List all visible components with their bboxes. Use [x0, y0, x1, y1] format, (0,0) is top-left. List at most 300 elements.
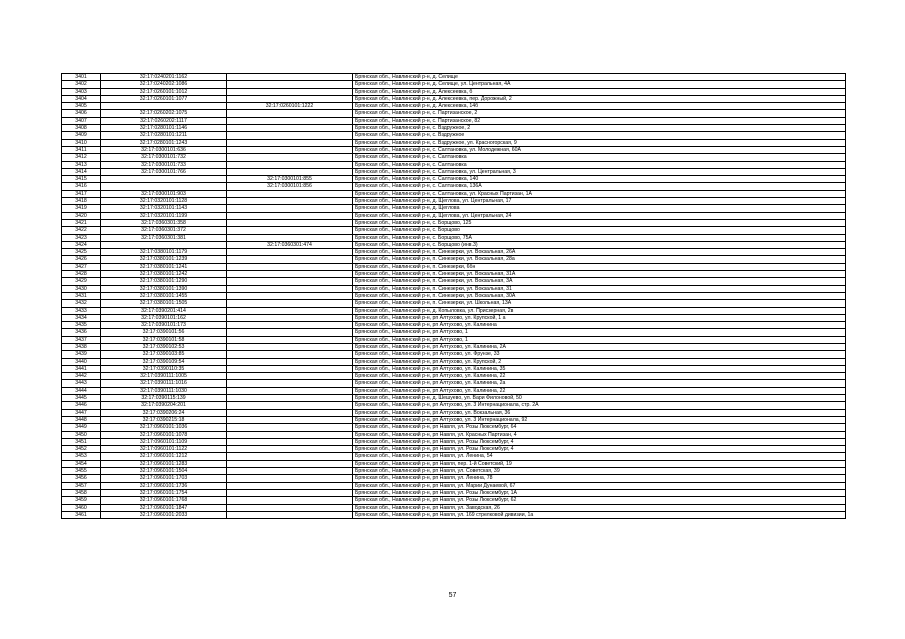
page-number: 57 — [448, 592, 457, 599]
cadastral-number-cell: 32:17:0390101:58 — [101, 336, 227, 343]
table-row — [62, 205, 846, 212]
address-cell: Брянская обл., Навлинский р-н, рп Навля, ул. Розы Люксембург, 4 — [353, 446, 846, 453]
address-cell: Брянская обл., Навлинский р-н, п. Синезерки, ул. Вокзальная, 28а — [353, 256, 846, 263]
cadastral-number-alt-cell — [227, 95, 353, 102]
cadastral-number-alt-cell — [227, 249, 353, 256]
row-number-cell: 3419 — [62, 205, 101, 212]
address-cell: Брянская обл., Навлинский р-н, рп Навля, ул. Розы Люксембург, 1А — [353, 489, 846, 496]
row-number-cell: 3409 — [62, 132, 101, 139]
cadastral-number-alt-cell — [227, 161, 353, 168]
cadastral-number-cell: 32:17:0390102:53 — [101, 343, 227, 350]
cadastral-number-cell: 32:17:0390101:173 — [101, 322, 227, 329]
address-cell: Брянская обл., Навлинский р-н, д. Шешуево, ул. Вари Филоновой, 50 — [353, 395, 846, 402]
address-cell: Брянская обл., Навлинский р-н, рп Навля, ул. Советская, 39 — [353, 468, 846, 475]
row-number-cell: 3408 — [62, 125, 101, 132]
table-row — [62, 468, 846, 475]
table-row — [62, 329, 846, 336]
row-number-cell: 3455 — [62, 468, 101, 475]
address-cell: Брянская обл., Навлинский р-н, п. Синезерки, ул. Вокзальная, 31 — [353, 285, 846, 292]
table-row — [62, 285, 846, 292]
row-number-cell: 3439 — [62, 351, 101, 358]
cadastral-number-alt-cell — [227, 300, 353, 307]
table-row — [62, 504, 846, 511]
address-cell: Брянская обл., Навлинский р-н, рп Алтухово, ул. Калинина, 22 — [353, 387, 846, 394]
cadastral-number-cell: 32:17:0390115:139 — [101, 395, 227, 402]
cadastral-number-cell: 32:17:0260202:1117 — [101, 117, 227, 124]
address-cell: Брянская обл., Навлинский р-н, д. Алексеевка, пер. Дорожный, 2 — [353, 95, 846, 102]
row-number-cell: 3451 — [62, 438, 101, 445]
table-row — [62, 117, 846, 124]
table-row — [62, 154, 846, 161]
table-row — [62, 263, 846, 270]
table-row — [62, 74, 846, 81]
row-number-cell: 3452 — [62, 446, 101, 453]
row-number-cell: 3461 — [62, 511, 101, 518]
table-row — [62, 125, 846, 132]
table-row — [62, 409, 846, 416]
row-number-cell: 3432 — [62, 300, 101, 307]
row-number-cell: 3416 — [62, 183, 101, 190]
cadastral-number-alt-cell — [227, 336, 353, 343]
cadastral-number-cell: 32:17:0390201:414 — [101, 307, 227, 314]
cadastral-number-alt-cell — [227, 322, 353, 329]
cadastral-number-alt-cell — [227, 227, 353, 234]
cadastral-number-cell — [101, 103, 227, 110]
cadastral-number-alt-cell — [227, 146, 353, 153]
row-number-cell: 3413 — [62, 161, 101, 168]
address-cell: Брянская обл., Навлинский р-н, д. Селище, ул. Центральная, 4А — [353, 81, 846, 88]
cadastral-number-cell: 32:17:0390101:56 — [101, 329, 227, 336]
address-cell: Брянская обл., Навлинский р-н, рп Алтухово, ул. Калинина, 22 — [353, 373, 846, 380]
cadastral-number-alt-cell — [227, 117, 353, 124]
document-page — [61, 73, 846, 519]
row-number-cell: 3433 — [62, 307, 101, 314]
cadastral-number-alt-cell — [227, 416, 353, 423]
address-cell: Брянская обл., Навлинский р-н, рп Навля, ул. Розы Люксембург, 64 — [353, 424, 846, 431]
table-row — [62, 497, 846, 504]
table-row — [62, 103, 846, 110]
row-number-cell: 3435 — [62, 322, 101, 329]
cadastral-number-alt-cell — [227, 205, 353, 212]
row-number-cell: 3405 — [62, 103, 101, 110]
address-cell: Брянская обл., Навлинский р-н, рп Навля, ул. Красных Партизан, 4 — [353, 431, 846, 438]
table-row — [62, 176, 846, 183]
row-number-cell: 3444 — [62, 387, 101, 394]
cadastral-number-alt-cell — [227, 365, 353, 372]
row-number-cell: 3427 — [62, 263, 101, 270]
row-number-cell: 3424 — [62, 241, 101, 248]
row-number-cell: 3454 — [62, 460, 101, 467]
cadastral-number-alt-cell — [227, 489, 353, 496]
cadastral-number-alt-cell — [227, 468, 353, 475]
table-row — [62, 95, 846, 102]
cadastral-number-cell: 32:17:0960101:1212 — [101, 453, 227, 460]
cadastral-number-alt-cell — [227, 482, 353, 489]
cadastral-number-cell: 32:17:0380101:1241 — [101, 263, 227, 270]
table-row — [62, 336, 846, 343]
address-cell: Брянская обл., Навлинский р-н, п. Синезерки, ул. Школьная, 13А — [353, 300, 846, 307]
row-number-cell: 3438 — [62, 343, 101, 350]
table-row — [62, 511, 846, 518]
table-row — [62, 416, 846, 423]
address-cell: Брянская обл., Навлинский р-н, рп Алтухово, ул. Крупской, 1 а — [353, 314, 846, 321]
cadastral-number-alt-cell — [227, 125, 353, 132]
cadastral-number-cell: 32:17:0380101:1290 — [101, 278, 227, 285]
cadastral-number-alt-cell — [227, 504, 353, 511]
cadastral-number-alt-cell — [227, 329, 353, 336]
cadastral-number-alt-cell — [227, 198, 353, 205]
address-cell: Брянская обл., Навлинский р-н, с. Партизанское, 2 — [353, 110, 846, 117]
table-row — [62, 132, 846, 139]
table-row — [62, 358, 846, 365]
cadastral-number-cell: 32:17:0380101:1239 — [101, 256, 227, 263]
row-number-cell: 3406 — [62, 110, 101, 117]
cadastral-number-alt-cell — [227, 497, 353, 504]
cadastral-number-cell: 32:17:0320101:1128 — [101, 198, 227, 205]
address-cell: Брянская обл., Навлинский р-н, с. Салтановка, 140 — [353, 176, 846, 183]
table-row — [62, 373, 846, 380]
table-row — [62, 88, 846, 95]
table-row — [62, 438, 846, 445]
table-row — [62, 161, 846, 168]
address-cell: Брянская обл., Навлинский р-н, с. Салтановка, ул. Центральная, 3 — [353, 168, 846, 175]
row-number-cell: 3403 — [62, 88, 101, 95]
table-body — [62, 74, 846, 519]
cadastral-number-alt-cell — [227, 285, 353, 292]
table-row — [62, 292, 846, 299]
cadastral-number-cell: 32:17:0960101:1109 — [101, 438, 227, 445]
cadastral-number-cell: 32:17:0390111:1030 — [101, 387, 227, 394]
cadastral-number-cell: 32:17:0960101:1036 — [101, 424, 227, 431]
cadastral-number-alt-cell — [227, 234, 353, 241]
cadastral-number-cell: 32:17:0360301:381 — [101, 234, 227, 241]
row-number-cell: 3450 — [62, 431, 101, 438]
address-cell: Брянская обл., Навлинский р-н, п. Синезерки, ул. Вокзальная, 31А — [353, 271, 846, 278]
row-number-cell: 3414 — [62, 168, 101, 175]
cadastral-number-alt-cell — [227, 74, 353, 81]
address-cell: Брянская обл., Навлинский р-н, с. Салтановка — [353, 154, 846, 161]
cadastral-number-alt-cell — [227, 511, 353, 518]
cadastral-number-cell: 32:17:0960101:1768 — [101, 497, 227, 504]
address-cell: Брянская обл., Навлинский р-н, д. Алексеевка, 14б — [353, 103, 846, 110]
table-row — [62, 271, 846, 278]
row-number-cell: 3402 — [62, 81, 101, 88]
cadastral-number-alt-cell — [227, 395, 353, 402]
cadastral-number-cell: 32:17:0390110:35 — [101, 365, 227, 372]
cadastral-number-alt-cell — [227, 453, 353, 460]
row-number-cell: 3430 — [62, 285, 101, 292]
address-cell: Брянская обл., Навлинский р-н, рп Навля, ул. Розы Люксембург, 4 — [353, 438, 846, 445]
address-cell: Брянская обл., Навлинский р-н, с. Салтановка — [353, 161, 846, 168]
row-number-cell: 3423 — [62, 234, 101, 241]
cadastral-number-alt-cell: 32:17:0360301:474 — [227, 241, 353, 248]
cadastral-number-alt-cell — [227, 409, 353, 416]
address-cell: Брянская обл., Навлинский р-н, с. Вздружное, 2 — [353, 125, 846, 132]
cadastral-number-alt-cell — [227, 110, 353, 117]
cadastral-number-cell: 32:17:0390206:24 — [101, 409, 227, 416]
address-cell: Брянская обл., Навлинский р-н, с. Салтановка, ул. Красных Партизан, 1А — [353, 190, 846, 197]
table-row — [62, 314, 846, 321]
table-row — [62, 249, 846, 256]
cadastral-number-alt-cell — [227, 314, 353, 321]
cadastral-number-alt-cell — [227, 460, 353, 467]
cadastral-number-alt-cell — [227, 168, 353, 175]
table-row — [62, 256, 846, 263]
cadastral-number-alt-cell — [227, 446, 353, 453]
row-number-cell: 3407 — [62, 117, 101, 124]
row-number-cell: 3446 — [62, 402, 101, 409]
address-cell: Брянская обл., Навлинский р-н, с. Борщово — [353, 227, 846, 234]
cadastral-number-cell: 32:17:0380101:1505 — [101, 300, 227, 307]
cadastral-number-cell: 32:17:0390204:201 — [101, 402, 227, 409]
cadastral-number-cell: 32:17:0380101:1390 — [101, 285, 227, 292]
table-row — [62, 278, 846, 285]
table-row — [62, 322, 846, 329]
cadastral-number-cell: 32:17:0260101:1012 — [101, 88, 227, 95]
address-cell: Брянская обл., Навлинский р-н, рп Алтухово, ул. 3 Интернационала, 92 — [353, 416, 846, 423]
table-row — [62, 489, 846, 496]
cadastral-number-alt-cell — [227, 139, 353, 146]
address-cell: Брянская обл., Навлинский р-н, рп Алтухово, ул. 3 Интернационала, стр. 2А — [353, 402, 846, 409]
row-number-cell: 3426 — [62, 256, 101, 263]
address-cell: Брянская обл., Навлинский р-н, с. Борщово (инв.3) — [353, 241, 846, 248]
row-number-cell: 3421 — [62, 219, 101, 226]
table-row — [62, 139, 846, 146]
table-row — [62, 190, 846, 197]
row-number-cell: 3437 — [62, 336, 101, 343]
table-row — [62, 424, 846, 431]
cadastral-number-alt-cell — [227, 263, 353, 270]
address-cell: Брянская обл., Навлинский р-н, рп Навля, ул. 169 стрелковой дивизии, 1а — [353, 511, 846, 518]
address-cell: Брянская обл., Навлинский р-н, с. Партизанское, 82 — [353, 117, 846, 124]
cadastral-number-alt-cell — [227, 358, 353, 365]
cadastral-number-cell: 32:17:0300101:733 — [101, 161, 227, 168]
cadastral-number-cell: 32:17:0390111:1005 — [101, 373, 227, 380]
row-number-cell: 3453 — [62, 453, 101, 460]
address-cell: Брянская обл., Навлинский р-н, д. Алексеевка, б — [353, 88, 846, 95]
row-number-cell: 3442 — [62, 373, 101, 380]
cadastral-number-alt-cell — [227, 402, 353, 409]
cadastral-number-alt-cell — [227, 387, 353, 394]
cadastral-number-cell: 32:17:0300101:636 — [101, 146, 227, 153]
row-number-cell: 3448 — [62, 416, 101, 423]
address-cell: Брянская обл., Навлинский р-н, рп Алтухово, ул. Фрунзе, 33 — [353, 351, 846, 358]
table-row — [62, 227, 846, 234]
row-number-cell: 3428 — [62, 271, 101, 278]
cadastral-number-alt-cell — [227, 271, 353, 278]
address-cell: Брянская обл., Навлинский р-н, рп Навля, ул. Марии Дунаевой, 67 — [353, 482, 846, 489]
cadastral-number-cell: 32:17:0960101:1754 — [101, 489, 227, 496]
address-cell: Брянская обл., Навлинский р-н, с. Салтановка, 136А — [353, 183, 846, 190]
cadastral-number-cell — [101, 183, 227, 190]
cadastral-number-alt-cell — [227, 380, 353, 387]
cadastral-number-alt-cell — [227, 81, 353, 88]
table-row — [62, 307, 846, 314]
cadastral-number-alt-cell: 32:17:0300101:855 — [227, 176, 353, 183]
address-cell: Брянская обл., Навлинский р-н, рп Алтухово, ул. Калинина — [353, 322, 846, 329]
table-row — [62, 387, 846, 394]
row-number-cell: 3459 — [62, 497, 101, 504]
row-number-cell: 3422 — [62, 227, 101, 234]
row-number-cell: 3404 — [62, 95, 101, 102]
table-row — [62, 395, 846, 402]
address-cell: Брянская обл., Навлинский р-н, п. Синезерки, ул. Вокзальная, 26А — [353, 249, 846, 256]
cadastral-number-alt-cell — [227, 88, 353, 95]
row-number-cell: 3410 — [62, 139, 101, 146]
cadastral-number-cell: 32:17:0960101:1504 — [101, 468, 227, 475]
address-cell: Брянская обл., Навлинский р-н, рп Алтухово, ул. Вокзальная, 36 — [353, 409, 846, 416]
cadastral-number-cell: 32:17:0390111:1016 — [101, 380, 227, 387]
cadastral-number-alt-cell — [227, 292, 353, 299]
cadastral-number-cell: 32:17:0960101:1122 — [101, 446, 227, 453]
row-number-cell: 3458 — [62, 489, 101, 496]
table-row — [62, 446, 846, 453]
table-row — [62, 81, 846, 88]
cadastral-number-alt-cell — [227, 278, 353, 285]
property-register-table — [61, 73, 846, 519]
cadastral-number-alt-cell — [227, 373, 353, 380]
cadastral-number-alt-cell: 32:17:0300101:856 — [227, 183, 353, 190]
cadastral-number-alt-cell — [227, 431, 353, 438]
row-number-cell: 3429 — [62, 278, 101, 285]
row-number-cell: 3431 — [62, 292, 101, 299]
address-cell: Брянская обл., Навлинский р-н, с. Борщово, 75А — [353, 234, 846, 241]
address-cell: Брянская обл., Навлинский р-н, рп Навля, ул. Заводская, 26 — [353, 504, 846, 511]
table-row — [62, 234, 846, 241]
address-cell: Брянская обл., Навлинский р-н, п. Синезерки, 6бн — [353, 263, 846, 270]
address-cell: Брянская обл., Навлинский р-н, с. Вздружное, ул. Красногорская, 9 — [353, 139, 846, 146]
cadastral-number-alt-cell — [227, 351, 353, 358]
cadastral-number-alt-cell — [227, 154, 353, 161]
cadastral-number-cell: 32:17:0300101:903 — [101, 190, 227, 197]
address-cell: Брянская обл., Навлинский р-н, рп Алтухово, ул. Крупской, 2 — [353, 358, 846, 365]
table-row — [62, 431, 846, 438]
cadastral-number-cell: 32:17:0390109:54 — [101, 358, 227, 365]
cadastral-number-alt-cell: 32:17:0260101:1222 — [227, 103, 353, 110]
cadastral-number-alt-cell — [227, 307, 353, 314]
cadastral-number-cell: 32:17:0240201:1162 — [101, 74, 227, 81]
table-row — [62, 241, 846, 248]
row-number-cell: 3411 — [62, 146, 101, 153]
address-cell: Брянская обл., Навлинский р-н, рп Алтухово, 1 — [353, 336, 846, 343]
address-cell: Брянская обл., Навлинский р-н, д. Щеглова, ул. Центральная, 24 — [353, 212, 846, 219]
cadastral-number-cell: 32:17:0280101:1211 — [101, 132, 227, 139]
cadastral-number-cell: 32:17:0960101:1283 — [101, 460, 227, 467]
table-row — [62, 219, 846, 226]
table-row — [62, 482, 846, 489]
table-row — [62, 212, 846, 219]
address-cell: Брянская обл., Навлинский р-н, рп Алтухово, ул. Калинина, 35 — [353, 365, 846, 372]
cadastral-number-cell: 32:17:0360301:358 — [101, 219, 227, 226]
address-cell: Брянская обл., Навлинский р-н, рп Навля, ул. Ленина, 78 — [353, 475, 846, 482]
row-number-cell: 3457 — [62, 482, 101, 489]
table-row — [62, 453, 846, 460]
table-row — [62, 343, 846, 350]
cadastral-number-cell: 32:17:0360301:372 — [101, 227, 227, 234]
cadastral-number-alt-cell — [227, 190, 353, 197]
table-row — [62, 460, 846, 467]
cadastral-number-cell: 32:17:0320101:1199 — [101, 212, 227, 219]
address-cell: Брянская обл., Навлинский р-н, рп Алтухово, 1 — [353, 329, 846, 336]
address-cell: Брянская обл., Навлинский р-н, рп Навля, пер. 1-й Советский, 19 — [353, 460, 846, 467]
row-number-cell: 3440 — [62, 358, 101, 365]
address-cell: Брянская обл., Навлинский р-н, с. Салтановка, ул. Молодежная, 60А — [353, 146, 846, 153]
table-row — [62, 475, 846, 482]
row-number-cell: 3418 — [62, 198, 101, 205]
address-cell: Брянская обл., Навлинский р-н, с. Борщово, 125 — [353, 219, 846, 226]
row-number-cell: 3443 — [62, 380, 101, 387]
cadastral-number-cell — [101, 176, 227, 183]
address-cell: Брянская обл., Навлинский р-н, д. Селище — [353, 74, 846, 81]
row-number-cell: 3401 — [62, 74, 101, 81]
cadastral-number-cell: 32:17:0280101:1146 — [101, 125, 227, 132]
row-number-cell: 3417 — [62, 190, 101, 197]
table-row — [62, 146, 846, 153]
table-row — [62, 380, 846, 387]
cadastral-number-cell: 32:17:0380101:1179 — [101, 249, 227, 256]
address-cell: Брянская обл., Навлинский р-н, д. Щеглова, ул. Центральная, 17 — [353, 198, 846, 205]
cadastral-number-cell: 32:17:0960101:1736 — [101, 482, 227, 489]
table-row — [62, 183, 846, 190]
cadastral-number-cell: 32:17:0960101:1078 — [101, 431, 227, 438]
table-row — [62, 300, 846, 307]
cadastral-number-alt-cell — [227, 256, 353, 263]
cadastral-number-cell: 32:17:0320101:1143 — [101, 205, 227, 212]
cadastral-number-alt-cell — [227, 424, 353, 431]
table-row — [62, 198, 846, 205]
cadastral-number-alt-cell — [227, 132, 353, 139]
row-number-cell: 3445 — [62, 395, 101, 402]
cadastral-number-cell: 32:17:0960101:2033 — [101, 511, 227, 518]
cadastral-number-cell: 32:17:0300101:732 — [101, 154, 227, 161]
cadastral-number-alt-cell — [227, 212, 353, 219]
table-row — [62, 110, 846, 117]
address-cell: Брянская обл., Навлинский р-н, д. Копыловка, ул. Присзерная, 2в — [353, 307, 846, 314]
row-number-cell: 3434 — [62, 314, 101, 321]
row-number-cell: 3447 — [62, 409, 101, 416]
cadastral-number-cell: 32:17:0260101:1077 — [101, 95, 227, 102]
row-number-cell: 3456 — [62, 475, 101, 482]
cadastral-number-alt-cell — [227, 438, 353, 445]
table-row — [62, 365, 846, 372]
row-number-cell: 3449 — [62, 424, 101, 431]
cadastral-number-cell: 32:17:0240202:1086 — [101, 81, 227, 88]
address-cell: Брянская обл., Навлинский р-н, рп Алтухово, ул. Калинина, 2А — [353, 343, 846, 350]
cadastral-number-alt-cell — [227, 219, 353, 226]
cadastral-number-cell: 32:17:0380101:1455 — [101, 292, 227, 299]
row-number-cell: 3460 — [62, 504, 101, 511]
row-number-cell: 3441 — [62, 365, 101, 372]
cadastral-number-alt-cell — [227, 343, 353, 350]
cadastral-number-cell: 32:17:0390101:162 — [101, 314, 227, 321]
address-cell: Брянская обл., Навлинский р-н, рп Алтухово, ул. Калинина, 2а — [353, 380, 846, 387]
cadastral-number-alt-cell — [227, 475, 353, 482]
table-row — [62, 402, 846, 409]
cadastral-number-cell: 32:17:0380101:1242 — [101, 271, 227, 278]
cadastral-number-cell — [101, 241, 227, 248]
cadastral-number-cell: 32:17:0390215:18 — [101, 416, 227, 423]
cadastral-number-cell: 32:17:0300101:766 — [101, 168, 227, 175]
table-row — [62, 351, 846, 358]
row-number-cell: 3415 — [62, 176, 101, 183]
row-number-cell: 3436 — [62, 329, 101, 336]
address-cell: Брянская обл., Навлинский р-н, с. Вздружное — [353, 132, 846, 139]
row-number-cell: 3412 — [62, 154, 101, 161]
table-row — [62, 168, 846, 175]
address-cell: Брянская обл., Навлинский р-н, п. Синезерки, ул. Вокзальная, 30А — [353, 292, 846, 299]
cadastral-number-cell: 32:17:0960101:1847 — [101, 504, 227, 511]
row-number-cell: 3420 — [62, 212, 101, 219]
